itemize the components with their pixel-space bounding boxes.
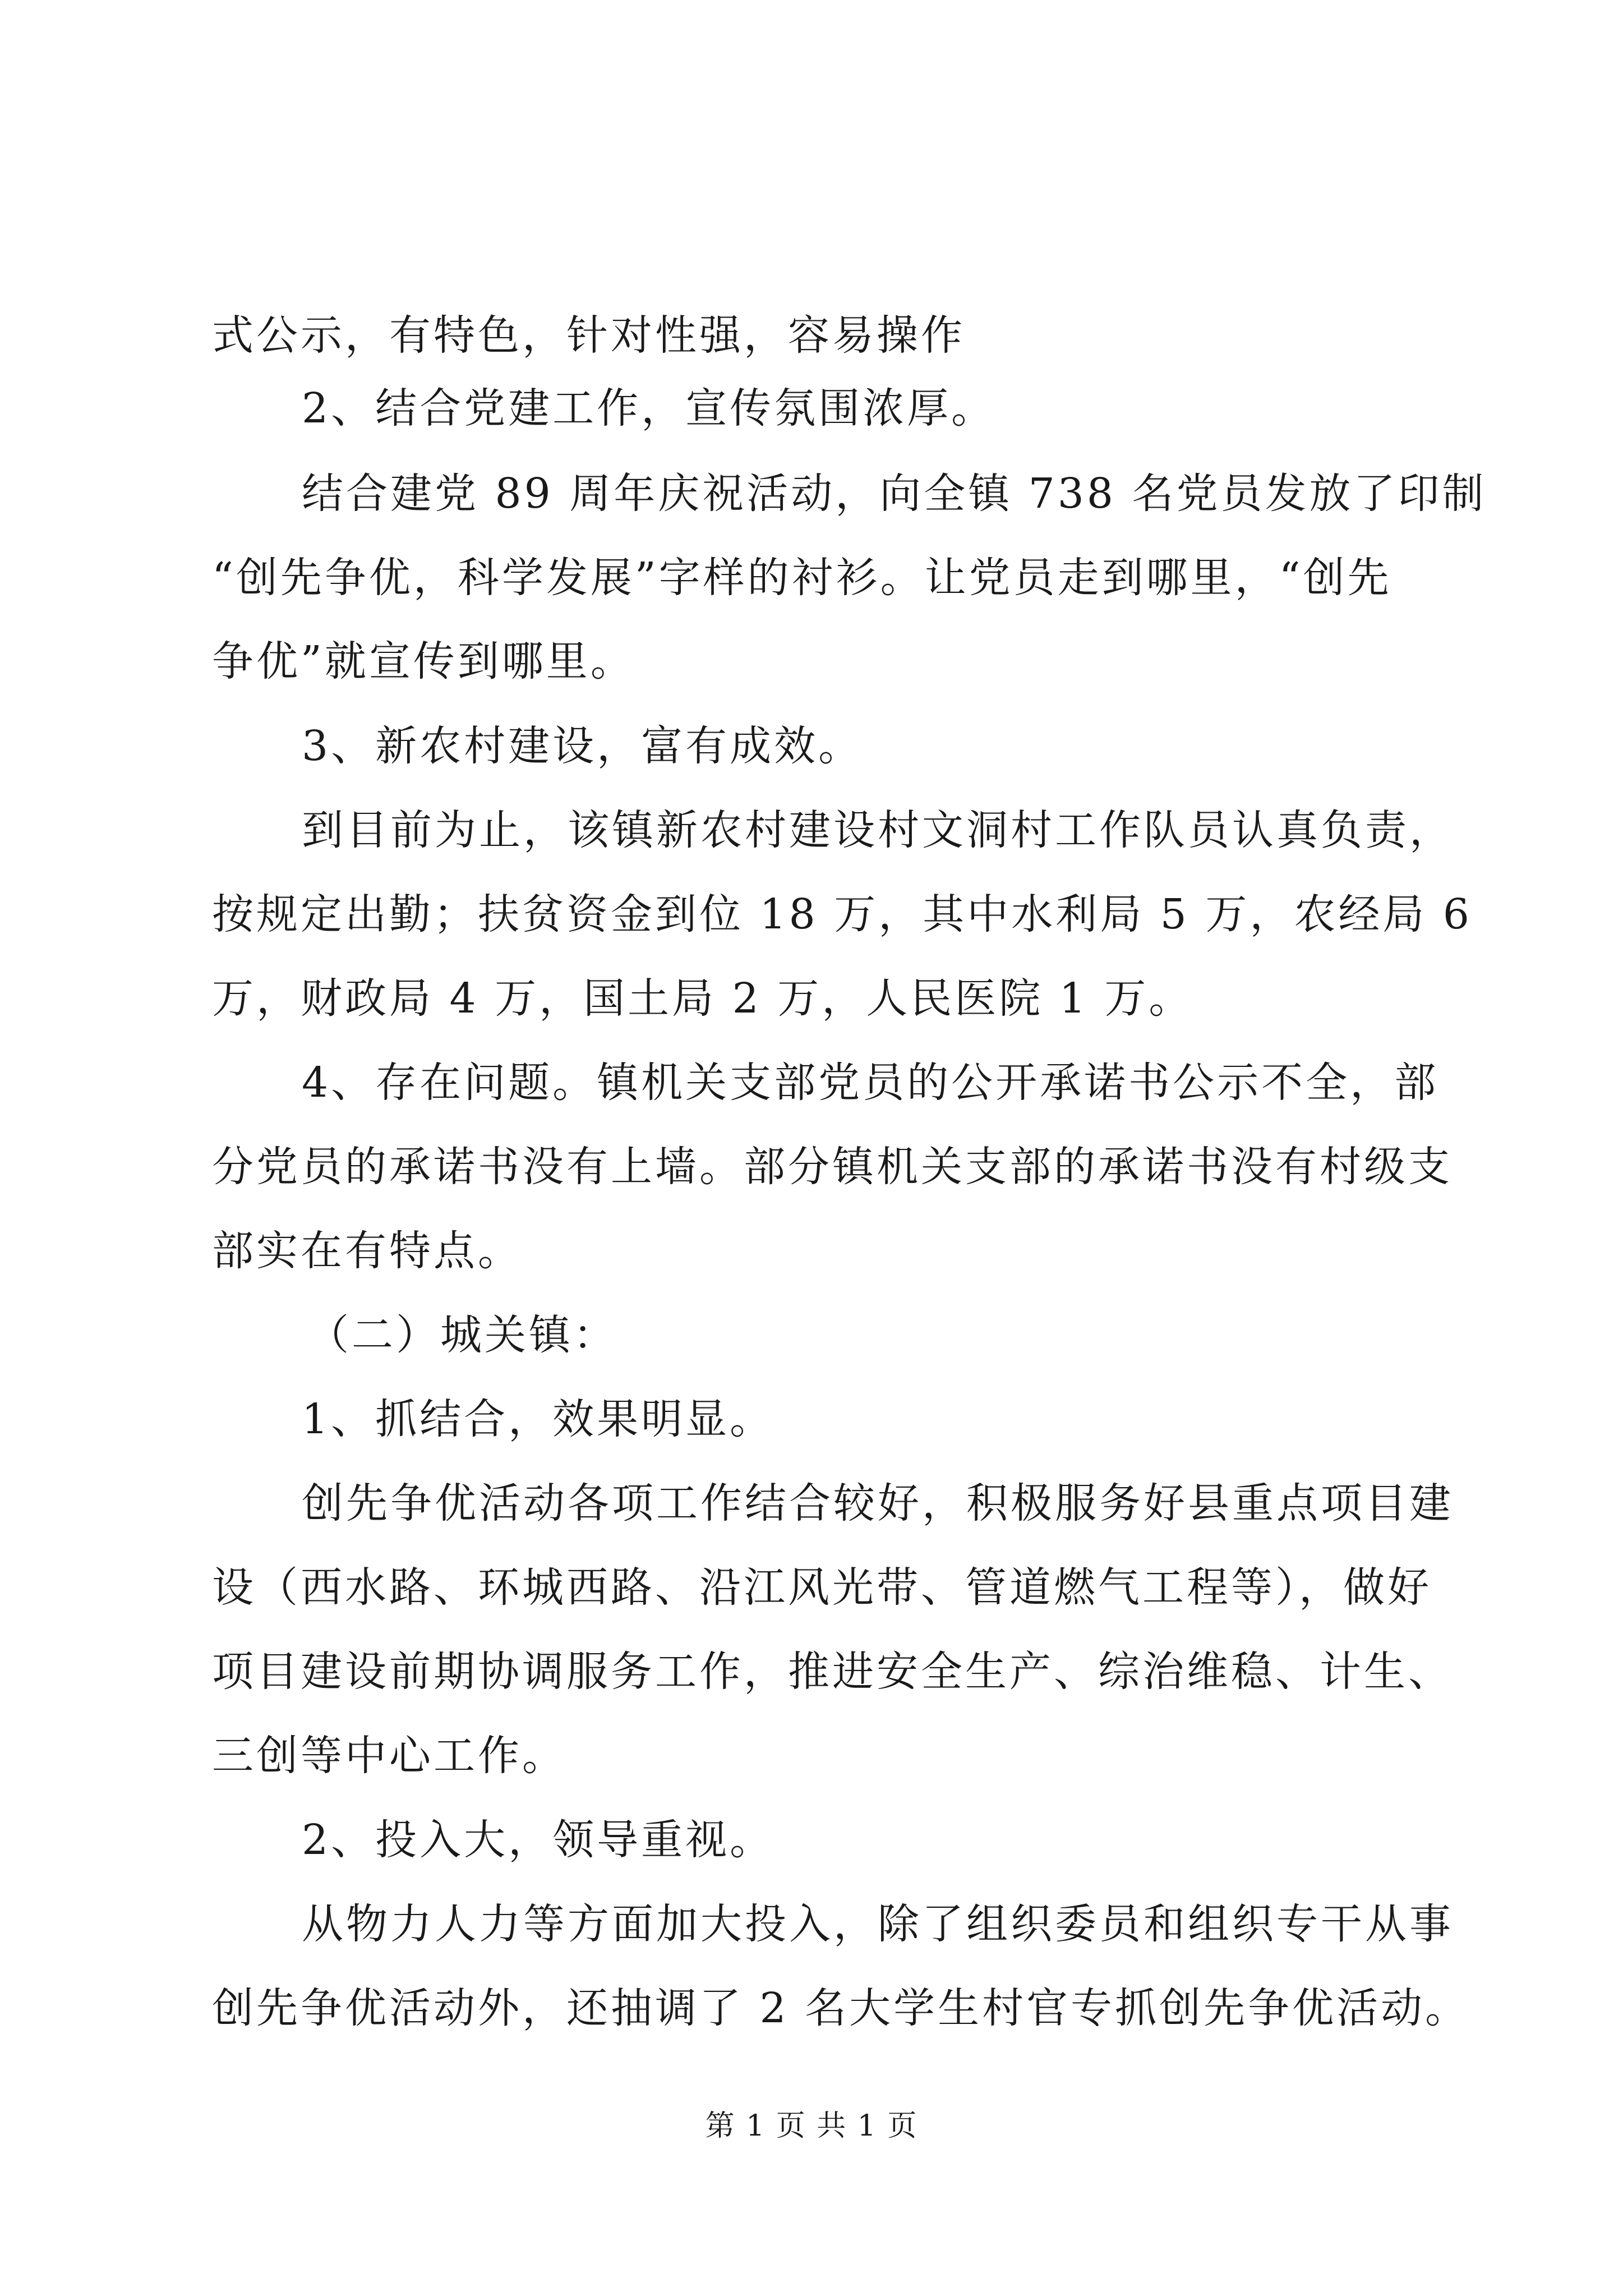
text-line: 三创等中心工作。 [212, 1732, 566, 1780]
text-line: 创先争优活动外，还抽调了 2 名大学生村官专抓创先争优活动。 [212, 1984, 1470, 2032]
text-line: 式公示，有特色，针对性强，容易操作 [212, 311, 965, 360]
text-line: 分党员的承诺书没有上墙。部分镇机关支部的承诺书没有村级支 [212, 1143, 1453, 1191]
text-line: 争优”就宣传到哪里。 [212, 637, 635, 685]
text-line: 按规定出勤；扶贫资金到位 18 万，其中水利局 5 万，农经局 6 [212, 890, 1472, 938]
text-line: 结合建党 89 周年庆祝活动，向全镇 738 名党员发放了印制 [302, 470, 1487, 518]
text-line: 到目前为止，该镇新农村建设村文洞村工作队员认真负责， [302, 806, 1454, 854]
page-footer: 第 1 页 共 1 页 [705, 2109, 918, 2143]
text-line: 项目建设前期协调服务工作，推进安全生产、综治维稳、计生、 [212, 1648, 1453, 1696]
text-line: 1、抓结合，效果明显。 [302, 1395, 774, 1443]
text-line: 3、新农村建设，富有成效。 [302, 722, 863, 770]
text-line: 创先争优活动各项工作结合较好，积极服务好县重点项目建 [302, 1479, 1454, 1527]
text-line: 2、结合党建工作，宣传氛围浓厚。 [302, 384, 996, 432]
text-line: 部实在有特点。 [212, 1227, 522, 1275]
text-line: “创先争优，科学发展”字样的衬衫。让党员走到哪里，“创先 [212, 554, 1392, 602]
text-line: 设（西水路、环城西路、沿江风光带、管道燃气工程等），做好 [212, 1563, 1432, 1612]
text-line: 2、投入大，领导重视。 [302, 1816, 774, 1864]
text-line: 从物力人力等方面加大投入，除了组织委员和组织专干从事 [302, 1900, 1454, 1948]
section-heading: （二）城关镇： [307, 1311, 617, 1359]
text-line: 4、存在问题。镇机关支部党员的公开承诺书公示不全，部 [302, 1059, 1439, 1107]
text-line: 万，财政局 4 万，国土局 2 万，人民医院 1 万。 [212, 974, 1193, 1023]
